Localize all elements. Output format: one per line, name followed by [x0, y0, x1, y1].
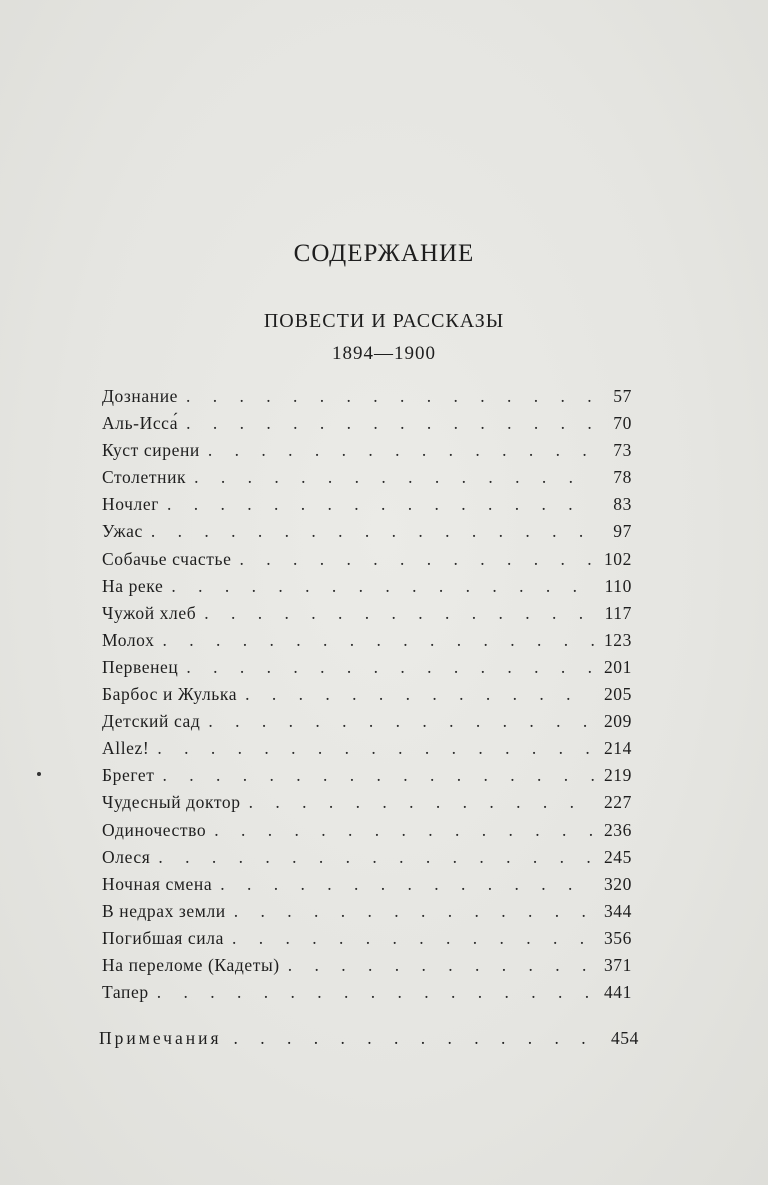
entry-page: 219	[603, 765, 632, 786]
dot-leader	[186, 657, 594, 678]
entry-page: 344	[603, 900, 632, 921]
entry-page: 73	[613, 440, 632, 461]
entry-page: 83	[613, 494, 632, 515]
toc-entry	[102, 792, 632, 819]
entry-page: 123	[603, 629, 632, 650]
entry-title: Чудесный доктор	[102, 792, 241, 813]
toc-entry	[102, 630, 632, 657]
toc-entry	[102, 738, 632, 765]
dot-leader	[239, 549, 594, 570]
entry-page: 356	[603, 927, 632, 948]
entry-page: 214	[603, 738, 632, 759]
dot-leader	[158, 847, 594, 868]
entry-title: Ночлег	[102, 494, 160, 515]
toc-entry	[102, 549, 632, 576]
entry-title: Тапер	[102, 982, 149, 1003]
toc-entry	[102, 521, 632, 548]
entry-title: Брегет	[102, 765, 155, 786]
entry-title: Ужас	[102, 521, 143, 542]
dot-leader	[214, 820, 594, 841]
dot-leader	[186, 413, 594, 434]
entry-title: На реке	[102, 575, 164, 596]
entry-page: 110	[604, 575, 632, 596]
entry-title: На переломе (Кадеты)	[102, 954, 280, 975]
entry-page: 201	[603, 656, 632, 677]
entry-title: Чужой хлеб	[102, 602, 197, 623]
table-of-contents	[102, 386, 632, 1009]
entry-page: 102	[603, 548, 632, 569]
entry-title: Ночная смена	[102, 873, 213, 894]
entry-page: 320	[603, 873, 632, 894]
entry-page: 371	[603, 954, 632, 975]
print-speck	[37, 772, 41, 776]
dot-leader	[151, 521, 594, 542]
entry-page: 209	[603, 711, 632, 732]
entry-title: Аль-Исса́	[102, 413, 179, 434]
entry-title: Столетник	[102, 467, 187, 488]
notes-entry	[99, 1028, 639, 1049]
dot-leader	[232, 928, 594, 949]
dot-leader	[208, 711, 594, 732]
entry-page: 236	[603, 819, 632, 840]
toc-entry	[102, 711, 632, 738]
toc-entry	[102, 494, 632, 521]
toc-entry	[102, 440, 632, 467]
dot-leader	[204, 603, 594, 624]
entry-title: Одиночество	[102, 819, 207, 840]
toc-entry	[102, 847, 632, 874]
entry-page: 117	[604, 602, 632, 623]
toc-entry	[102, 657, 632, 684]
entry-title: Олеся	[102, 846, 151, 867]
toc-entry	[102, 928, 632, 955]
notes-page: 454	[610, 1028, 639, 1048]
entry-title: Первенец	[102, 656, 179, 677]
dot-leader	[186, 386, 594, 407]
section-title: ПОВЕСТИ И РАССКАЗЫ	[263, 310, 505, 332]
toc-entry	[102, 901, 632, 928]
entry-title: Куст сирени	[102, 440, 200, 461]
toc-entry	[102, 874, 632, 901]
entry-page: 245	[603, 846, 632, 867]
entry-title: Погибшая сила	[102, 927, 224, 948]
dot-leader	[249, 792, 594, 813]
dot-leader	[288, 955, 594, 976]
entry-title: Дознание	[102, 386, 179, 406]
toc-entry	[102, 603, 632, 630]
entry-page: 57	[613, 386, 632, 406]
entry-title: Собачье счастье	[102, 548, 232, 569]
dot-leader	[234, 901, 594, 922]
entry-page: 70	[613, 413, 632, 434]
entry-page: 78	[613, 467, 632, 488]
dot-leader	[157, 738, 594, 759]
toc-entry	[102, 467, 632, 494]
dot-leader	[208, 440, 594, 461]
entry-title: Allez!	[102, 738, 150, 759]
entry-page: 97	[613, 521, 632, 542]
entry-title: Молох	[102, 629, 155, 650]
entry-title: Детский сад	[102, 711, 201, 732]
toc-entry	[102, 386, 632, 413]
page-title: СОДЕРЖАНИЕ	[293, 240, 475, 267]
entry-title: Барбос и Жулька	[102, 684, 238, 705]
entry-title: В недрах земли	[102, 900, 226, 921]
toc-entry	[102, 576, 632, 603]
toc-entry	[102, 413, 632, 440]
dot-leader	[167, 494, 594, 515]
toc-entry	[102, 765, 632, 792]
dot-leader	[234, 1028, 605, 1049]
toc-entry	[102, 955, 632, 982]
dot-leader	[163, 765, 594, 786]
section-years: 1894—1900	[332, 343, 436, 364]
dot-leader	[194, 467, 594, 488]
toc-entry	[102, 820, 632, 847]
entry-page: 227	[603, 792, 632, 813]
toc-entry	[102, 982, 632, 1009]
dot-leader	[220, 874, 594, 895]
dot-leader	[157, 982, 594, 1003]
entry-page: 205	[603, 684, 632, 705]
dot-leader	[171, 576, 594, 597]
notes-title: Примечания	[99, 1028, 222, 1048]
dot-leader	[162, 630, 594, 651]
toc-entry	[102, 684, 632, 711]
dot-leader	[245, 684, 594, 705]
entry-page: 441	[603, 982, 632, 1003]
